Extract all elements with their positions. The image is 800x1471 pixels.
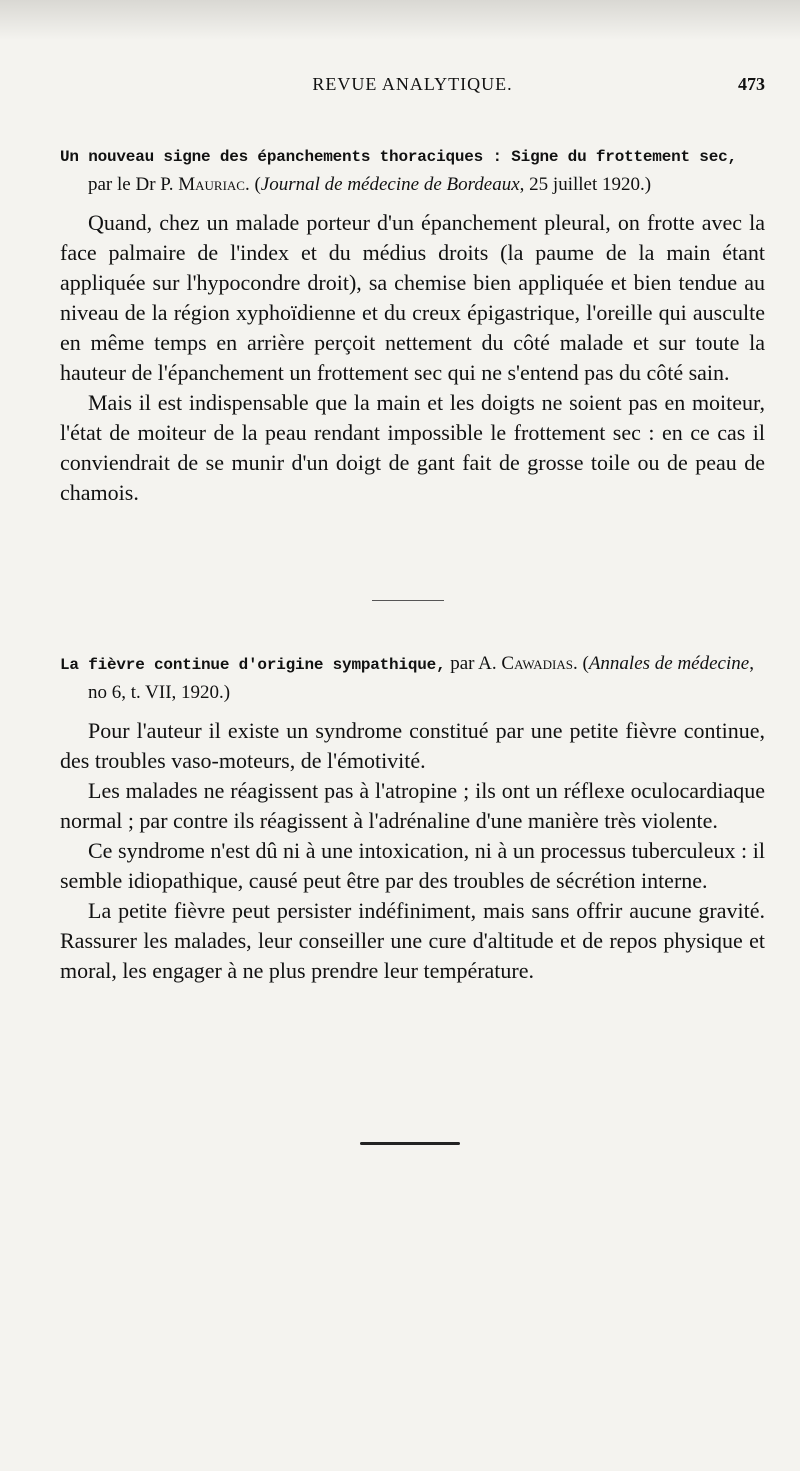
article-mauriac — [60, 142, 765, 508]
article-cawadias — [60, 650, 765, 986]
ref-open: . ( — [244, 174, 261, 195]
article-heading — [60, 650, 765, 706]
article-by: par le Dr P. — [88, 174, 179, 195]
article-by: par A. — [445, 653, 502, 674]
journal-name: Annales de médecine — [588, 653, 750, 674]
article-author: Mauriac — [178, 174, 245, 195]
paragraph: Ce syndrome n'est dû ni à une intoxication, ni à un processus tuberculeux : il semble idiopathique, causé peut être par des troubles de sécrétion interne. — [60, 838, 765, 893]
article-heading — [60, 142, 765, 198]
article-title: Un nouveau signe des épanchements thoraciques : Signe du frottement sec, — [60, 148, 737, 166]
paragraph: Mais il est indispensable que la main et les doigts ne soient pas en moiteur, l'état de moiteur de la peau rendant impossible le frottement sec : en ce cas il conviendrait de se munir d'un doigt de gant fait de grosse toile ou de peau de chamois. — [60, 390, 765, 505]
paragraph: La petite fièvre peut persister indéfiniment, mais sans offrir aucune gravité. Rassurer les malades, leur conseiller une cure d'altitude et de repos physique et moral, les engager à ne plus prendre leur température. — [60, 898, 765, 983]
ref-rest: , no 6, t. VII, 1920.) — [88, 653, 754, 703]
scan-shading — [0, 0, 800, 40]
article-author: Cawadias — [501, 653, 573, 674]
paragraph: Les malades ne réagissent pas à l'atropine ; ils ont un réflexe oculocardiaque normal ; par contre ils réagissent à l'adrénaline d'une manière très violente. — [60, 778, 765, 833]
article-title: La fièvre continue d'origine sympathique, — [60, 656, 446, 674]
end-ornament — [360, 1142, 460, 1145]
ref-rest: , 25 juillet 1920.) — [519, 174, 652, 195]
page-number: 473 — [738, 74, 765, 94]
section-divider — [372, 600, 444, 601]
paragraph: Quand, chez un malade porteur d'un épanchement pleural, on frotte avec la face palmaire de l'index et du médius droits (la paume de la main étant appliquée sur l'hypocondre droit), sa chemise bien appliquée et bien tendue au niveau de la région xyphoïdienne et du creux épigastrique, l'oreille qui ausculte en même temps en arrière perçoit nettement du côté malade et sur toute la hauteur de l'épanchement un frottement sec qui ne s'entend pas du côté sain. — [60, 210, 765, 385]
ref-open: . ( — [572, 653, 589, 674]
running-title: REVUE ANALYTIQUE. — [312, 74, 513, 94]
running-head — [60, 74, 765, 104]
paragraph: Pour l'auteur il existe un syndrome constitué par une petite fièvre continue, des troubles vaso-moteurs, de l'émotivité. — [60, 718, 765, 773]
journal-name: Journal de médecine de Bordeaux — [260, 174, 520, 195]
